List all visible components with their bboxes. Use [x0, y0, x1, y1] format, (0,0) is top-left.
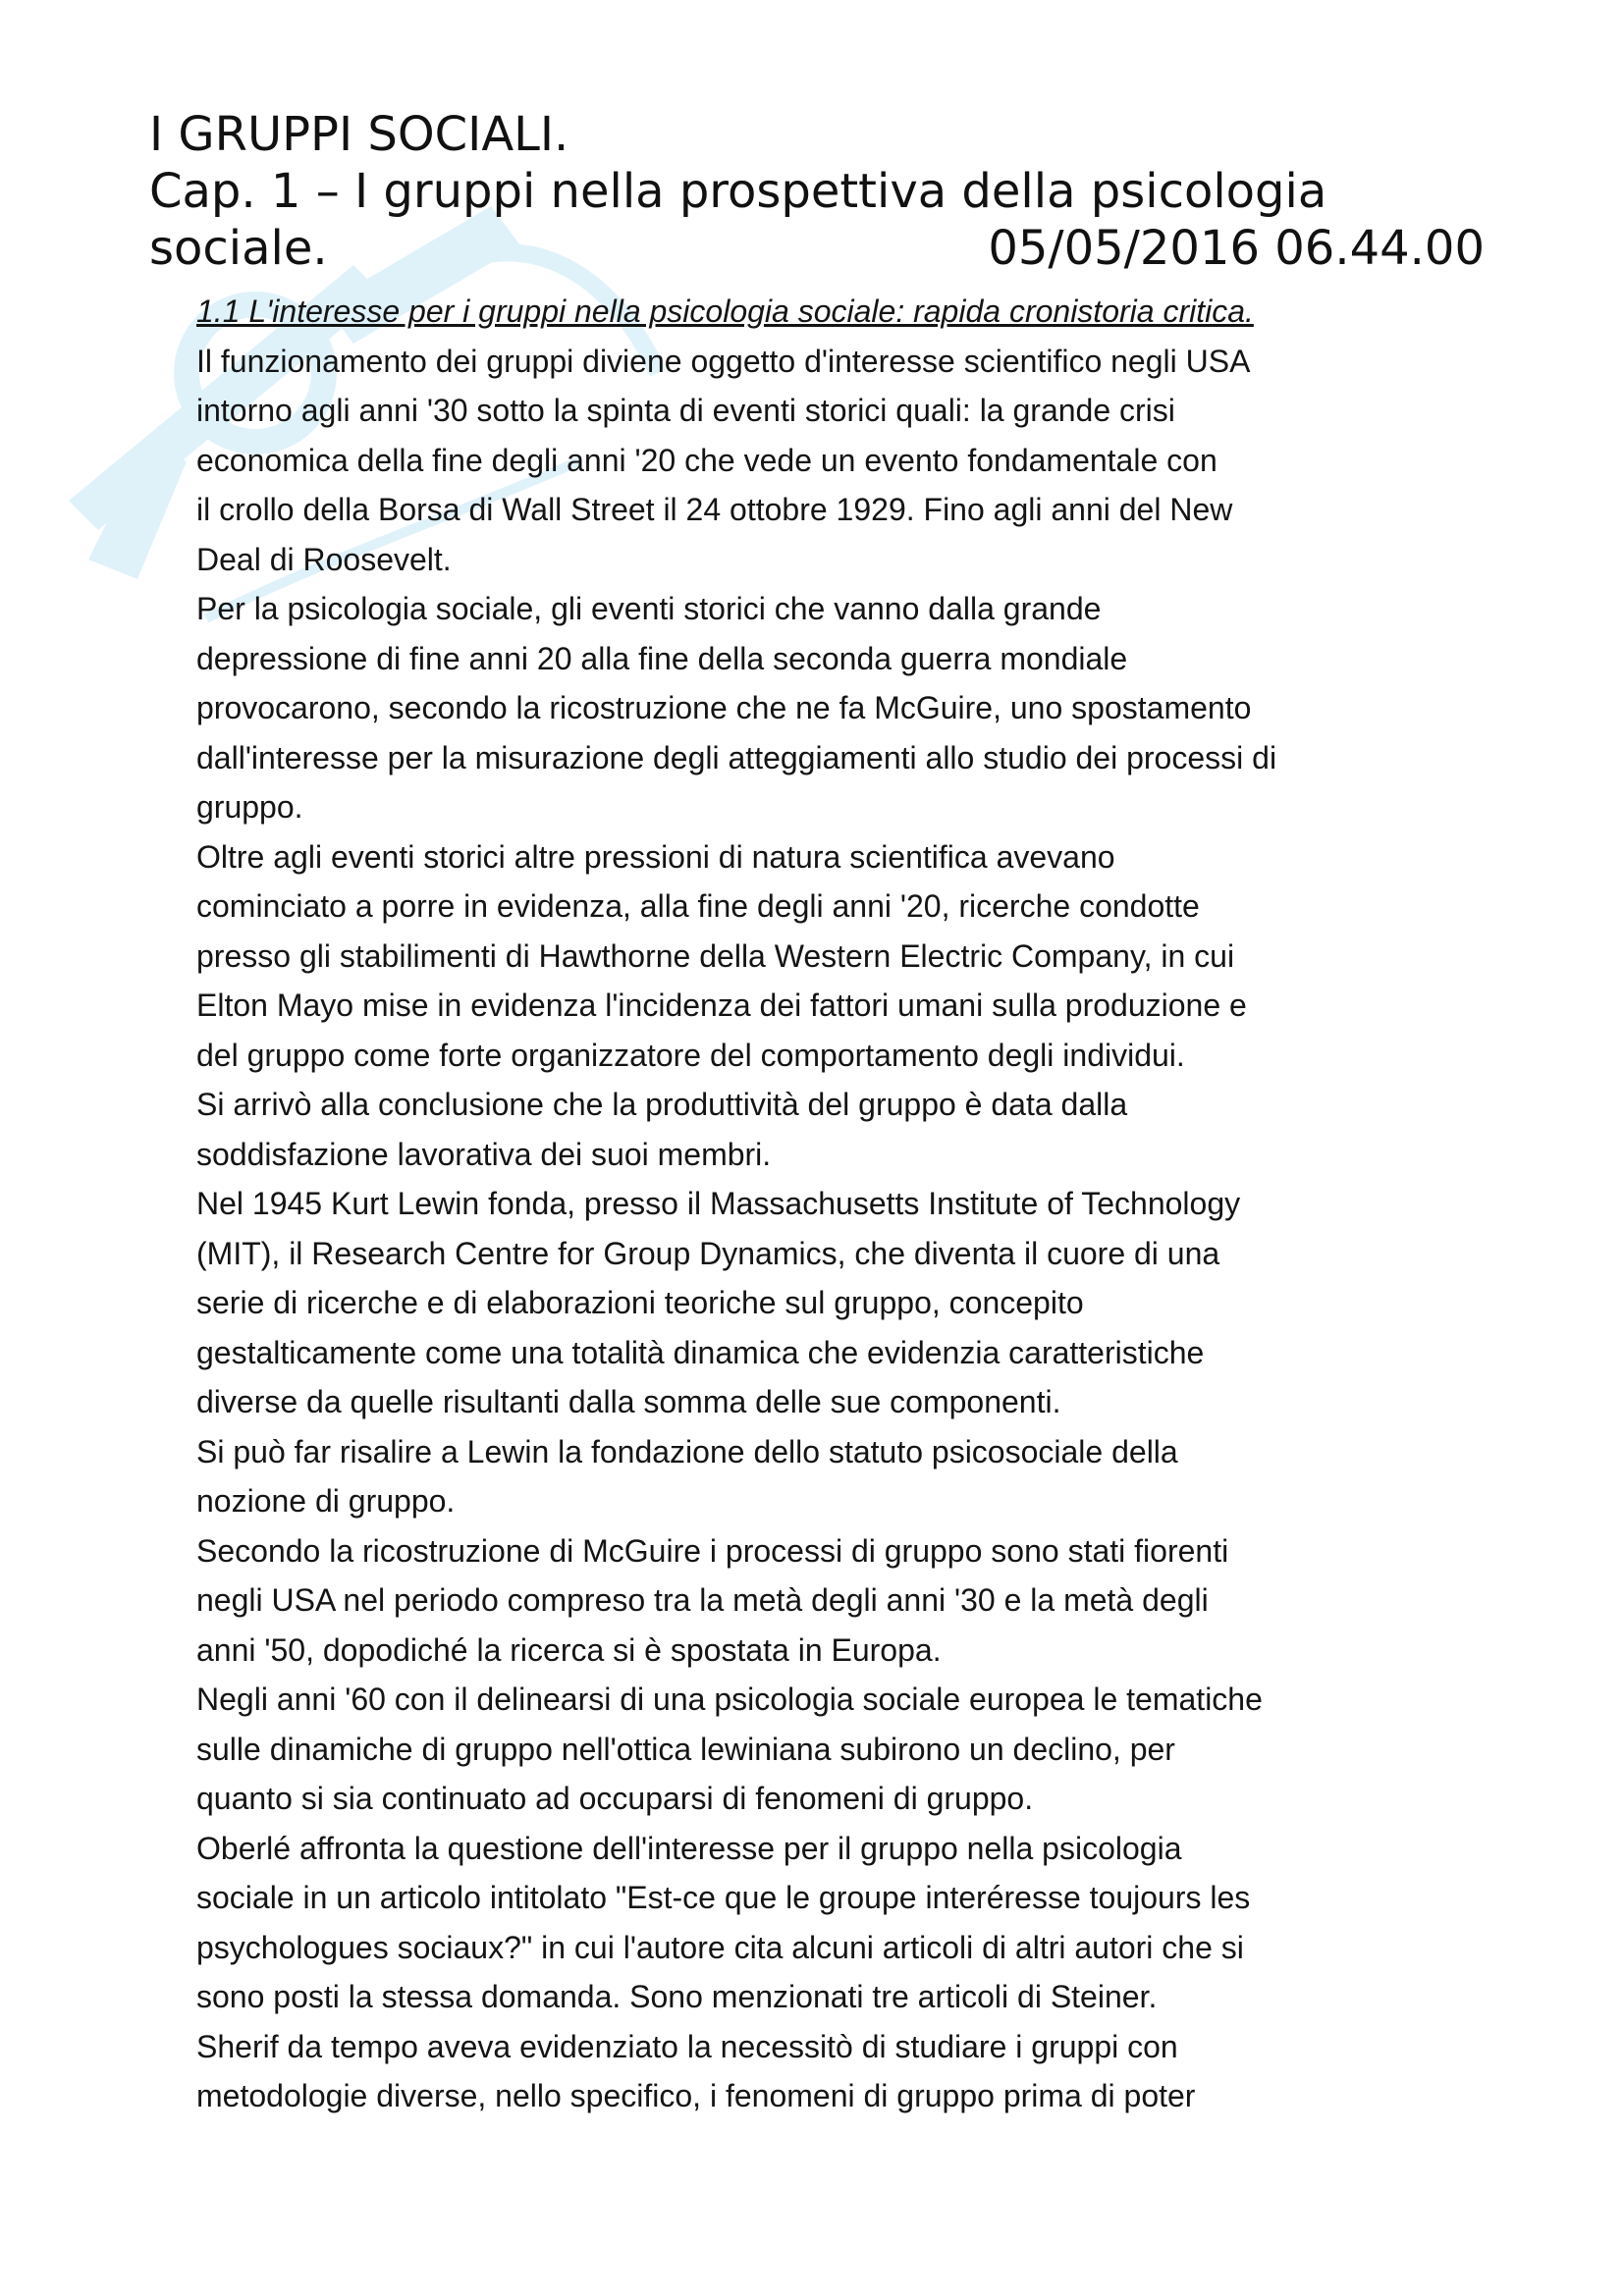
text-line: del gruppo come forte organizzatore del comportamento degli individui. [196, 1037, 1185, 1073]
text-line: depressione di fine anni 20 alla fine della seconda guerra mondiale [196, 640, 1128, 676]
text-line: intorno agli anni '30 sotto la spinta di eventi storici quali: la grande crisi [196, 393, 1175, 428]
text-line: negli USA nel periodo compreso tra la metà degli anni '30 e la metà degli [196, 1582, 1209, 1618]
chapter-title: Cap. 1 – I gruppi nella prospettiva della psicologia [149, 164, 1327, 219]
text-line: Elton Mayo mise in evidenza l'incidenza dei fattori umani sulla produzione e [196, 988, 1247, 1023]
text-line: Si arrivò alla conclusione che la produttività del gruppo è data dalla [196, 1087, 1128, 1122]
text-line: (MIT), il Research Centre for Group Dynamics, che diventa il cuore di una [196, 1235, 1220, 1271]
text-line: cominciato a porre in evidenza, alla fine degli anni '20, ricerche condotte [196, 888, 1200, 924]
text-line: diverse da quelle risultanti dalla somma delle sue componenti. [196, 1384, 1061, 1419]
document-timestamp: 05/05/2016 06.44.00 [988, 221, 1485, 276]
chapter-title-row [149, 220, 1485, 277]
text-line: Oltre agli eventi storici altre pressioni di natura scientifica avevano [196, 838, 1115, 875]
document-title: I GRUPPI SOCIALI. [149, 107, 569, 162]
text-line: Oberlé affronta la questione dell'interesse per il gruppo nella psicologia [196, 1830, 1182, 1866]
text-line: dall'interesse per la misurazione degli atteggiamenti allo studio dei processi di [196, 739, 1277, 775]
text-line: sulle dinamiche di gruppo nell'ottica lewiniana subirono un declino, per [196, 1731, 1175, 1767]
document-header [149, 106, 1485, 277]
text-line: Secondo la ricostruzione di McGuire i processi di gruppo sono stati fiorenti [196, 1532, 1229, 1569]
text-line: metodologie diverse, nello specifico, i fenomeni di gruppo prima di poter [196, 2078, 1196, 2113]
text-line: anni '50, dopodiché la ricerca si è spostata in Europa. [196, 1631, 942, 1668]
chapter-title-end: sociale. [149, 221, 328, 276]
text-line: Negli anni '60 con il delinearsi di una psicologia sociale europea le tematiche [196, 1682, 1263, 1717]
text-line: il crollo della Borsa di Wall Street il 24 ottobre 1929. Fino agli anni del New [196, 492, 1233, 527]
text-line: Si può far risalire a Lewin la fondazione dello statuto psicosociale della [196, 1433, 1178, 1469]
text-line: provocarono, secondo la ricostruzione che ne fa McGuire, uno spostamento [196, 690, 1252, 725]
text-line: sono posti la stessa domanda. Sono menzionati tre articoli di Steiner. [196, 1979, 1158, 2014]
text-line: gruppo. [196, 789, 303, 825]
document-body [196, 287, 1483, 2121]
text-line: serie di ricerche e di elaborazioni teoriche sul gruppo, concepito [196, 1285, 1084, 1320]
text-line: quanto si sia continuato ad occuparsi di fenomeni di gruppo. [196, 1781, 1034, 1816]
text-line: Per la psicologia sociale, gli eventi storici che vanno dalla grande [196, 591, 1102, 626]
text-line: nozione di gruppo. [196, 1483, 456, 1519]
text-line: Sherif da tempo aveva evidenziato la necessitò di studiare i gruppi con [196, 2028, 1178, 2064]
text-line: sociale in un articolo intitolato "Est-ce que le groupe interéresse toujours les [196, 1880, 1251, 1915]
text-line: gestalticamente come una totalità dinamica che evidenzia caratteristiche [196, 1334, 1205, 1370]
text-line: economica della fine degli anni '20 che vede un evento fondamentale con [196, 442, 1217, 478]
text-line: presso gli stabilimenti di Hawthorne della Western Electric Company, in cui [196, 937, 1235, 974]
text-line: psychologues sociaux?" in cui l'autore cita alcuni articoli di altri autori che si [196, 1929, 1244, 1965]
section-heading: 1.1 L'interesse per i gruppi nella psicologia sociale: rapida cronistoria critica. [196, 294, 1254, 329]
text-line: Il funzionamento dei gruppi diviene oggetto d'interesse scientifico negli USA [196, 343, 1251, 379]
text-line: Nel 1945 Kurt Lewin fonda, presso il Massachusetts Institute of Technology [196, 1186, 1241, 1221]
text-line: soddisfazione lavorativa dei suoi membri. [196, 1136, 772, 1172]
text-line: Deal di Roosevelt. [196, 541, 452, 577]
